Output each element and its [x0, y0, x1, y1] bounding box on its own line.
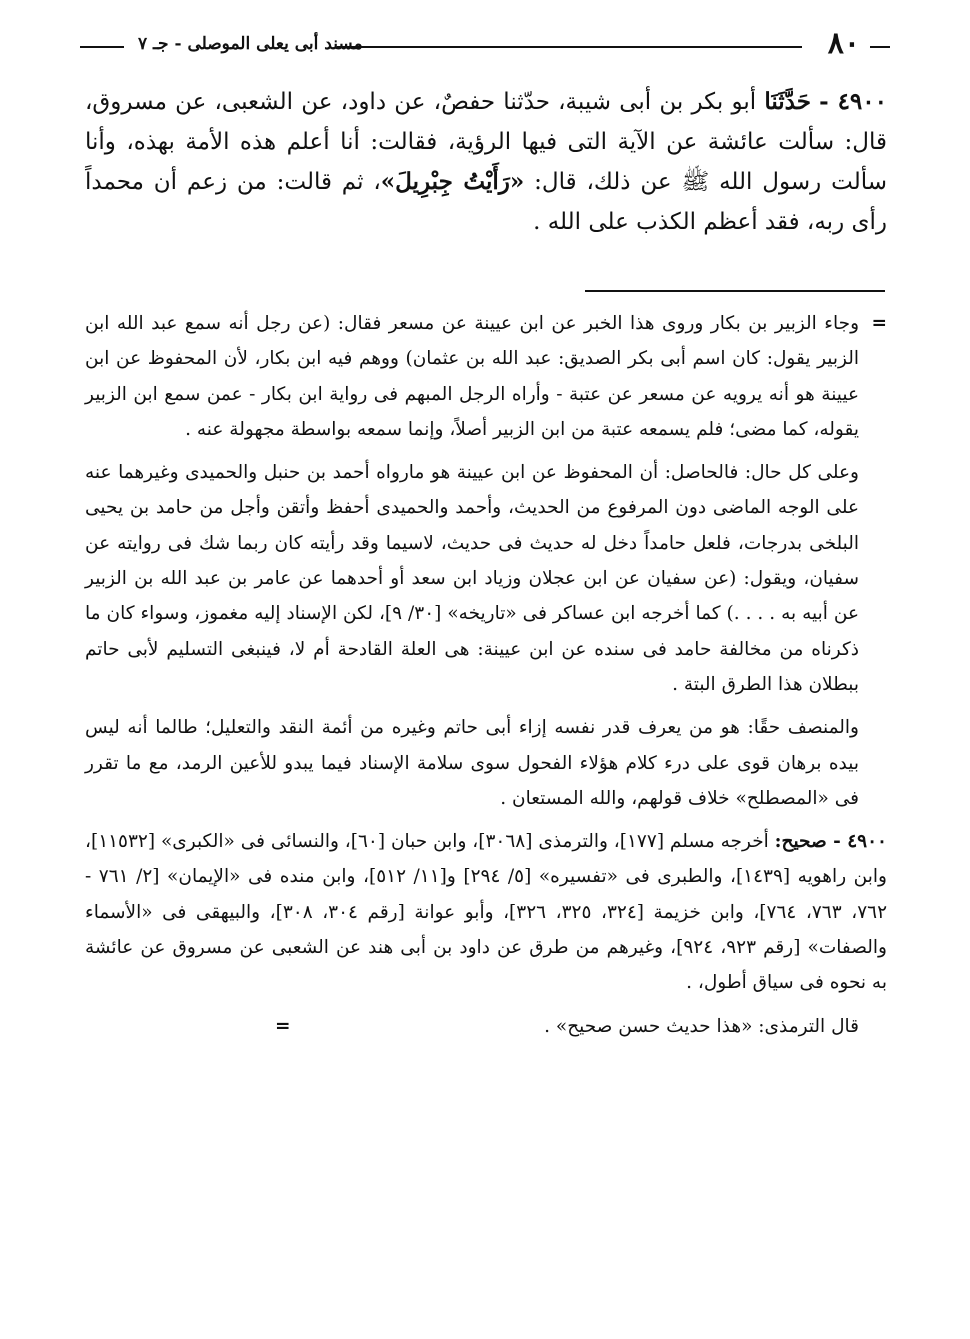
footnote-paragraph [85, 306, 887, 447]
footnote-paragraph [85, 455, 887, 702]
takhrij-text: أخرجه مسلم [١٧٧]، والترمذى [٣٠٦٨]، وابن حبان [٦٠]، والنسائى فى «الكبرى» [١١٥٣٢]، وابن راهويه [١٤٣٩]، والطبرى فى «تفسيره» [٥/ ٢٩٤] و[١١/ ٥١٢]، وابن منده فى «الإيمان» [٢/ ٧٦١ - ٧٦٢، ٧٦٣، ٧٦٤]، وابن خزيمة [٣٢٤، ٣٢٥، ٣٢٦]، وأبو عوانة [رقم ٣٠٤، ٣٠٨]، والبيهقى فى «الأسماء والصفات» [رقم ٩٢٣، ٩٢٤]، وغيرهم من طرق عن داود بن أبى هند عن الشعبى عن مسروق عن عائشة به نحوه فى سياق أطول، . [84, 831, 888, 994]
hadith-text [85, 82, 887, 242]
takhrij-label: ٤٩٠٠ - صحيح: [774, 831, 887, 853]
footnote-divider [585, 290, 885, 292]
page-header [80, 22, 890, 62]
footnote-text: وجاء الزبير بن بكار وروى هذا الخبر عن ابن عيينة عن مسعر فقال: (عن رجل أنه سمع عبد الله ابن الزبير يقول: كان اسم أبى بكر الصديق: عبد الله بن عثمان) ووهم فيه ابن بكار، لأن المحفوظ عن ابن عيينة هو أنه يرويه عن مسعر عن عتبة - وأراه الرجل المبهم فى رواية ابن بكار - عمن سمع ابن الزبير يقوله، كما مضى؛ فلم يسمعه عتبة من ابن الزبير أصلاً، وإنما سمعه بواسطة مجهولة عنه . [85, 313, 859, 440]
header-rule [870, 46, 890, 48]
end-continuation-mark: = [275, 1015, 291, 1037]
running-title: مسند أبى يعلى الموصلى - جـ ٧ [138, 34, 363, 54]
page-number: ٨٠ [827, 26, 860, 61]
hadith-body-end: ، ثم قالت: من زعم أن محمداً رأى ربه، فقد أعظم الكذب على الله . [85, 169, 887, 235]
header-rule [337, 46, 802, 48]
takhrij-paragraph [85, 824, 887, 1000]
hadith-number: ٤٩٠٠ - [819, 88, 887, 115]
hadith-quote: «رَأَيْتُ جِبْرِيلَ» [380, 168, 525, 195]
continuation-mark: = [871, 313, 887, 334]
footnote-text: والمنصف حقًا: هو من يعرف قدر نفسه إزاء أبى حاتم وغيره من أئمة النقد والتعليل؛ طالما أنه ليس بيده برهان قوى على درء كلام هؤلاء الفحول سوى سلامة الإسناد فيما يبدو للأعين الرمد، مع ما تقرر فى «المصطلح» خلاف قولهم، والله المستعان . [85, 717, 859, 809]
tirmidhi-text: قال الترمذى: «هذا حديث حسن صحيح» . [544, 1015, 859, 1037]
hadith-body: أبو بكر بن أبى شيبة، حدّثنا حفصٌ، عن داود، عن الشعبى، عن مسروق، قال: سألت عائشة عن الآية التى فيها الرؤية، فقالت: أنا أعلم هذه الأمة بهذه، وأنا سألت رسول الله ﷺ عن ذلك، قال: [85, 89, 887, 195]
hadith-opening: حَدَّثَنَا [764, 88, 811, 115]
footnote-paragraph [85, 710, 887, 816]
tirmidhi-note [85, 1009, 887, 1044]
header-rule [80, 46, 124, 48]
footnote-text: وعلى كل حال: فالحاصل: أن المحفوظ عن ابن عيينة هو مارواه أحمد بن حنبل والحميدى وغيرهما عنه على الوجه الماضى دون المرفوع من الحديث، وأحمد والحميدى أحفظ وأتقن وأجل من حامد بن يحيى البلخى بدرجات، فلعل حامداً دخل له حديث فى حديث، لاسيما وقد رأيته كان ربما شك فى روايته عن سفيان، ويقول: (عن سفيان عن ابن عجلان وزياد ابن سعد أو أحدهما عن عامر بن عبد الله بن الزبير عن أبيه به . . . .) كما أخرجه ابن عساكر فى «تاريخه» [٣٠/ ٩]، لكن الإسناد إليه مغموز، وسواء كان ما ذكرناه من مخالفة حامد فى سنده عن ابن عيينة: هى العلة القادحة أم لا، فينبغى التسليم لأبى حاتم ببطلان هذا الطرق البتة . [85, 462, 859, 695]
footnotes [85, 306, 887, 1052]
